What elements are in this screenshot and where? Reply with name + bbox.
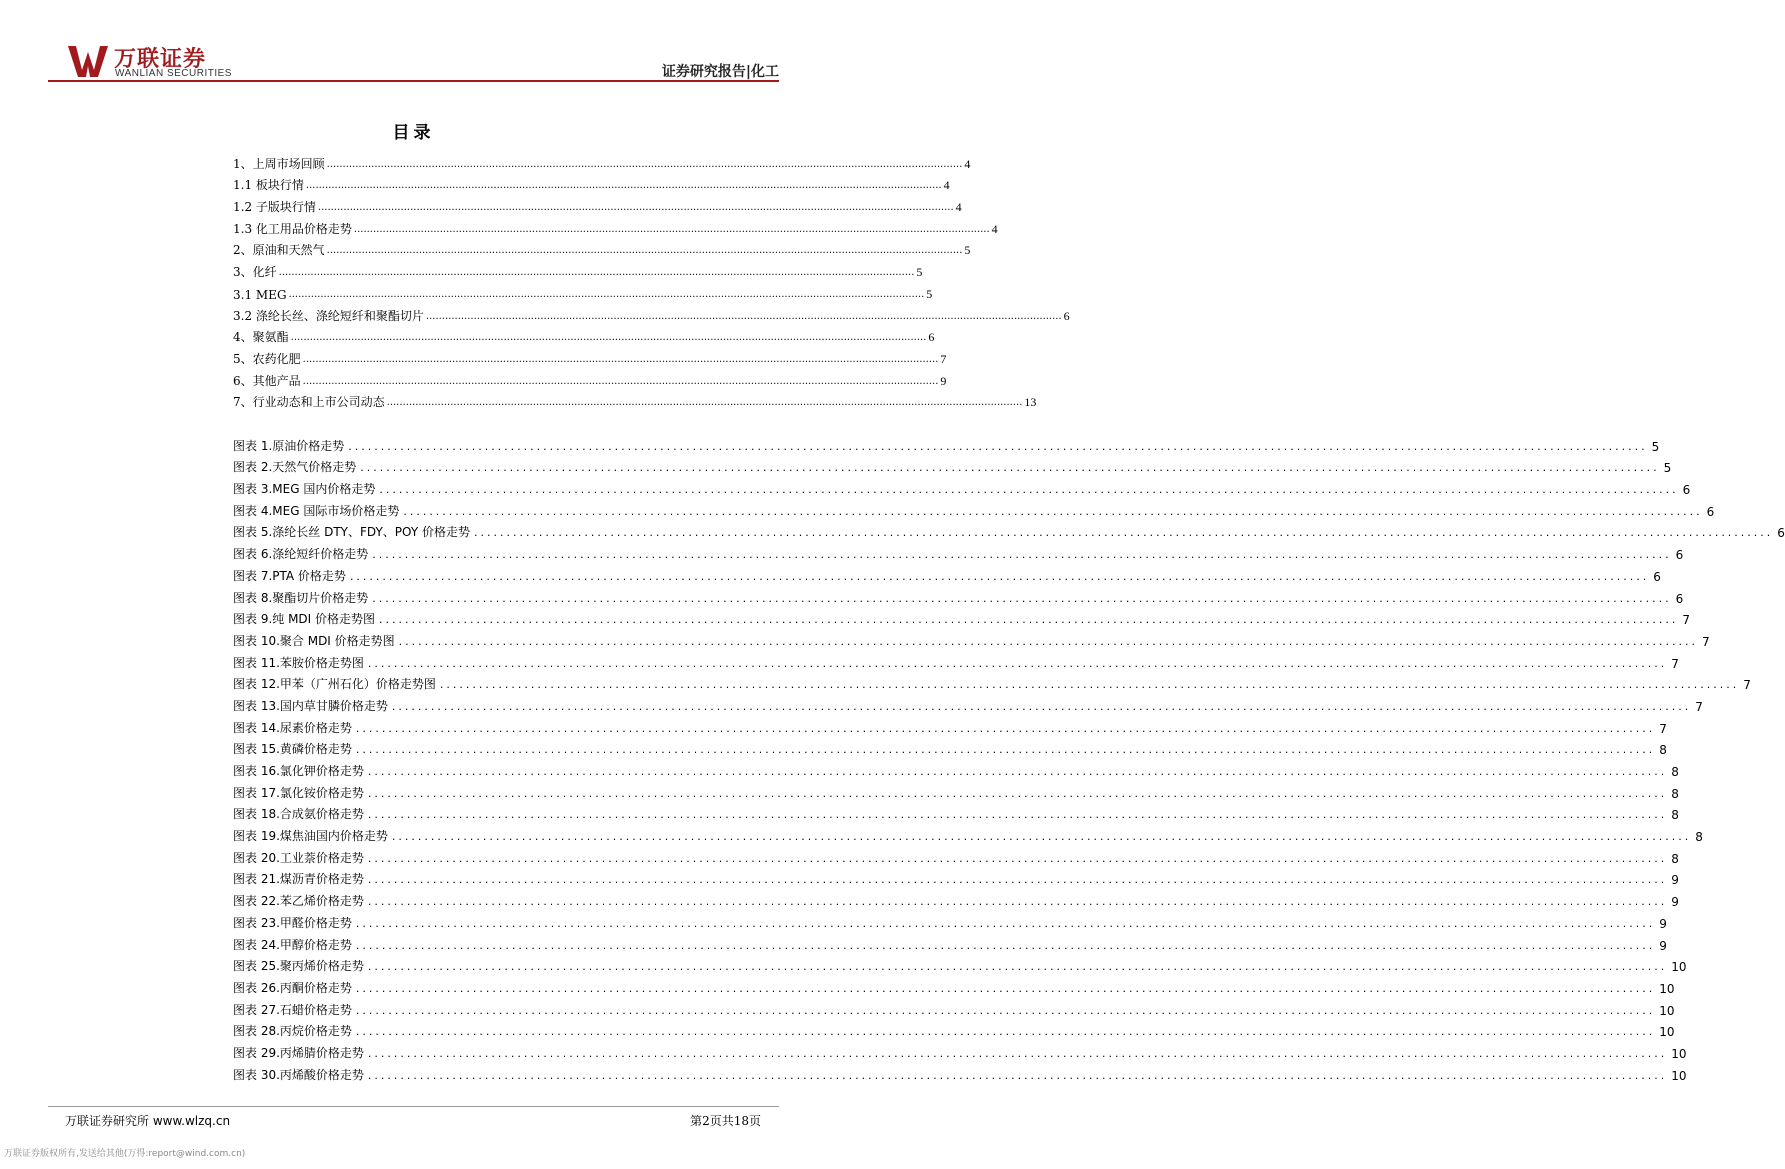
figure-entry-label: 图表 6.涤纶短纤价格走势 <box>233 547 369 562</box>
figure-entry[interactable] <box>233 519 1785 541</box>
toc-entry-label: 1.1 板块行情 <box>233 178 304 193</box>
figure-entry[interactable] <box>233 931 1667 953</box>
figure-entry-label: 图表 27.石蜡价格走势 <box>233 1002 352 1017</box>
toc-entry-label: 3.2 涤纶长丝、涤纶短纤和聚酯切片 <box>233 308 424 323</box>
figure-entry-page: 6 <box>1706 504 1715 519</box>
figure-entry-label: 图表 8.聚酯切片价格走势 <box>233 590 369 605</box>
figure-entry[interactable] <box>233 1061 1687 1083</box>
toc-entry-page: 4 <box>943 178 950 193</box>
figure-entry-label: 图表 1.原油价格走势 <box>233 438 345 453</box>
leader-dots: ........................................................................................................................................................................................................ <box>403 504 1703 518</box>
figure-entry-page: 9 <box>1659 916 1667 931</box>
figure-entry-page: 10 <box>1659 981 1675 996</box>
figure-entry[interactable] <box>233 736 1667 758</box>
page-title: 目录 <box>392 123 435 143</box>
figure-entry-label: 图表 21.煤沥青价格走势 <box>233 872 364 887</box>
figure-entry[interactable] <box>233 475 1691 498</box>
leader-dots: ........................................................................................................................................................................................................ <box>367 873 1668 887</box>
page-number: 第2页共18页 <box>690 1114 761 1128</box>
report-type-label: 证券研究报告|化工 <box>661 64 779 80</box>
leader-dots: ........................................................................................................................................................................................................ <box>326 245 963 257</box>
table-of-contents <box>233 150 1070 410</box>
leader-dots: ........................................................................................................................................................................................................ <box>355 981 1656 995</box>
figure-entry-label: 图表 9.纯 MDI 价格走势图 <box>233 612 376 627</box>
figure-entry[interactable] <box>233 454 1672 476</box>
leader-dots: ........................................................................................................................................................................................................ <box>367 1068 1668 1082</box>
toc-entry[interactable] <box>233 193 962 215</box>
toc-entry[interactable] <box>233 302 1070 324</box>
header-divider <box>48 80 779 82</box>
figure-entry-label: 图表 22.苯乙烯价格走势 <box>233 894 364 909</box>
toc-entry-page: 4 <box>964 156 971 171</box>
toc-entry-label: 4、聚氨酯 <box>233 330 289 345</box>
figure-entry[interactable] <box>233 757 1679 779</box>
footer-institution: 万联证券研究所 www.wlzq.cn <box>65 1114 231 1128</box>
toc-entry[interactable] <box>233 345 947 367</box>
leader-dots: ........................................................................................................................................................................................................ <box>355 1025 1656 1039</box>
figure-entry-label: 图表 25.聚丙烯价格走势 <box>233 959 364 974</box>
figure-entry-page: 8 <box>1671 808 1679 823</box>
figure-entry[interactable] <box>233 649 1679 671</box>
leader-dots: ........................................................................................................................................................................................................ <box>278 267 915 279</box>
figure-entry-page: 6 <box>1675 591 1684 606</box>
figure-entry-label: 图表 14.尿素价格走势 <box>233 720 352 735</box>
figure-entry-page: 7 <box>1743 678 1751 693</box>
figure-entry-page: 8 <box>1659 743 1667 758</box>
figure-entry-label: 图表 18.合成氨价格走势 <box>233 807 364 822</box>
leader-dots: ........................................................................................................................................................................................................ <box>326 158 963 170</box>
leader-dots: ........................................................................................................................................................................................................ <box>372 548 1672 562</box>
figure-list <box>233 432 1785 1083</box>
wanlian-logo-icon <box>68 44 108 78</box>
figure-entry[interactable] <box>233 779 1679 801</box>
toc-entry-page: 4 <box>955 200 962 215</box>
leader-dots: ........................................................................................................................................................................................................ <box>386 397 1023 409</box>
logo-chinese-name: 万联证券 <box>114 47 207 72</box>
figure-entry[interactable] <box>233 714 1667 736</box>
figure-entry[interactable] <box>233 996 1675 1018</box>
figure-entry-page: 10 <box>1671 1046 1687 1061</box>
figure-entry-label: 图表 3.MEG 国内价格走势 <box>233 482 376 497</box>
footer-divider <box>48 1106 779 1107</box>
figure-entry-label: 图表 12.甲苯（广州石化）价格走势图 <box>233 677 436 692</box>
leader-dots: ........................................................................................................................................................................................................ <box>355 916 1656 930</box>
figure-entry-label: 图表 24.甲醇价格走势 <box>233 937 352 952</box>
toc-entry[interactable] <box>233 389 1037 411</box>
leader-dots: ........................................................................................................................................................................................................ <box>360 461 1660 475</box>
figure-entry-label: 图表 23.甲醛价格走势 <box>233 915 352 930</box>
figure-entry-page: 5 <box>1663 461 1672 476</box>
toc-entry[interactable] <box>233 150 971 172</box>
figure-entry-label: 图表 28.丙烷价格走势 <box>233 1024 352 1039</box>
toc-entry-page: 5 <box>926 286 933 301</box>
leader-dots: ........................................................................................................................................................................................................ <box>355 743 1656 757</box>
toc-entry-page: 6 <box>1063 308 1070 323</box>
figure-entry-label: 图表 7.PTA 价格走势 <box>233 568 346 583</box>
leader-dots: ........................................................................................................................................................................................................ <box>372 591 1672 605</box>
toc-entry-page: 4 <box>991 221 998 236</box>
figure-entry-label: 图表 19.煤焦油国内价格走势 <box>233 829 388 844</box>
toc-entry-page: 7 <box>940 351 947 366</box>
toc-entry-label: 6、其他产品 <box>233 373 301 388</box>
leader-dots: ........................................................................................................................................................................................................ <box>317 202 954 214</box>
figure-entry-page: 7 <box>1682 613 1690 628</box>
figure-entry[interactable] <box>233 801 1679 823</box>
leader-dots: ........................................................................................................................................................................................................ <box>355 938 1656 952</box>
figure-entry-label: 图表 11.苯胺价格走势图 <box>233 655 364 670</box>
toc-entry-label: 5、农药化肥 <box>233 351 301 366</box>
figure-entry[interactable] <box>233 540 1684 563</box>
figure-entry-page: 9 <box>1659 938 1667 953</box>
leader-dots: ........................................................................................................................................................................................................ <box>288 288 925 300</box>
leader-dots: ........................................................................................................................................................................................................ <box>367 765 1668 778</box>
leader-dots: ........................................................................................................................................................................................................ <box>302 353 939 365</box>
leader-dots: ........................................................................................................................................................................................................ <box>305 180 942 192</box>
figure-entry-page: 6 <box>1777 526 1785 541</box>
figure-entry-page: 8 <box>1671 765 1679 779</box>
toc-entry-page: 9 <box>940 373 947 388</box>
copyright-disclaimer: 万联证券版权所有,发送给其他(万得:report@wind.com.cn) <box>4 1149 246 1159</box>
leader-dots: ........................................................................................................................................................................................................ <box>379 613 1679 627</box>
figure-entry-label: 图表 30.丙烯酸价格走势 <box>233 1067 364 1082</box>
figure-entry-page: 9 <box>1671 895 1679 910</box>
figure-entry-page: 10 <box>1671 960 1687 975</box>
toc-entry-label: 3、化纤 <box>233 265 277 280</box>
toc-entry[interactable] <box>233 280 933 302</box>
leader-dots: ........................................................................................................................................................................................................ <box>353 223 990 235</box>
leader-dots: ........................................................................................................................................................................................................ <box>367 656 1668 670</box>
logo-english-name: WANLIAN SECURITIES <box>115 68 232 79</box>
toc-entry-label: 2、原油和天然气 <box>233 243 325 258</box>
leader-dots: ........................................................................................................................................................................................................ <box>367 895 1668 909</box>
figure-entry[interactable] <box>233 887 1679 910</box>
figure-entry-page: 8 <box>1695 830 1703 845</box>
figure-entry-page: 6 <box>1682 483 1691 498</box>
leader-dots: ........................................................................................................................................................................................................ <box>355 721 1656 735</box>
page-header <box>0 0 827 80</box>
leader-dots: ........................................................................................................................................................................................................ <box>355 1003 1656 1017</box>
leader-dots: ........................................................................................................................................................................................................ <box>367 808 1668 822</box>
figure-entry[interactable] <box>233 497 1715 519</box>
figure-entry-page: 8 <box>1671 851 1679 866</box>
figure-entry-page: 6 <box>1675 548 1684 563</box>
figure-entry[interactable] <box>233 844 1679 866</box>
figure-entry-page: 10 <box>1659 1003 1675 1018</box>
figure-entry-page: 7 <box>1695 699 1703 714</box>
leader-dots: ........................................................................................................................................................................................................ <box>391 699 1692 713</box>
figure-entry[interactable] <box>233 584 1684 606</box>
figure-entry-label: 图表 15.黄磷价格走势 <box>233 742 352 757</box>
leader-dots: ........................................................................................................................................................................................................ <box>473 526 1774 540</box>
figure-entry-label: 图表 4.MEG 国际市场价格走势 <box>233 503 400 518</box>
figure-entry-page: 7 <box>1702 634 1710 649</box>
toc-entry[interactable] <box>233 237 971 259</box>
leader-dots: ........................................................................................................................................................................................................ <box>367 851 1668 865</box>
figure-entry-label: 图表 20.工业萘价格走势 <box>233 850 364 865</box>
figure-entry-page: 7 <box>1659 721 1667 736</box>
figure-entry-page: 5 <box>1651 439 1660 454</box>
toc-entry-label: 1.2 子版块行情 <box>233 200 316 215</box>
figure-entry[interactable] <box>233 606 1690 628</box>
figure-entry[interactable] <box>233 692 1703 714</box>
figure-entry[interactable] <box>233 627 1710 649</box>
leader-dots: ........................................................................................................................................................................................................ <box>302 375 939 387</box>
leader-dots: ........................................................................................................................................................................................................ <box>367 786 1668 800</box>
figure-entry[interactable] <box>233 822 1703 845</box>
figure-entry-page: 10 <box>1671 1068 1687 1083</box>
figure-entry[interactable] <box>233 974 1675 996</box>
toc-entry-label: 7、行业动态和上市公司动态 <box>233 395 385 410</box>
leader-dots: ........................................................................................................................................................................................................ <box>398 634 1698 648</box>
toc-entry-page: 5 <box>916 265 923 280</box>
figure-entry-page: 10 <box>1659 1025 1675 1040</box>
leader-dots: ........................................................................................................................................................................................................ <box>367 1046 1668 1060</box>
toc-entry-label: 3.1 MEG <box>233 287 287 302</box>
figure-entry-label: 图表 26.丙酮价格走势 <box>233 980 352 995</box>
figure-entry[interactable] <box>233 866 1679 888</box>
leader-dots: ........................................................................................................................................................................................................ <box>349 569 1650 583</box>
figure-entry[interactable] <box>233 671 1751 693</box>
figure-entry-page: 8 <box>1671 786 1679 801</box>
toc-entry[interactable] <box>233 367 947 389</box>
toc-entry[interactable] <box>233 324 935 346</box>
figure-entry-label: 图表 17.氯化铵价格走势 <box>233 785 364 800</box>
toc-entry[interactable] <box>233 215 998 237</box>
figure-entry-page: 9 <box>1671 873 1679 888</box>
figure-entry-page: 7 <box>1671 656 1679 671</box>
leader-dots: ........................................................................................................................................................................................................ <box>425 310 1062 322</box>
figure-entry-label: 图表 16.氯化钾价格走势 <box>233 764 364 778</box>
figure-entry-page: 6 <box>1653 569 1661 584</box>
toc-entry[interactable] <box>233 258 923 280</box>
leader-dots: ........................................................................................................................................................................................................ <box>439 678 1740 692</box>
figure-entry[interactable] <box>233 562 1661 584</box>
figure-entry[interactable] <box>233 1018 1675 1040</box>
toc-entry-label: 1、上周市场回顾 <box>233 156 325 171</box>
figure-entry-label: 图表 29.丙烯腈价格走势 <box>233 1045 364 1060</box>
leader-dots: ........................................................................................................................................................................................................ <box>290 332 927 344</box>
figure-entry[interactable] <box>233 432 1660 454</box>
toc-entry-page: 5 <box>964 243 971 258</box>
figure-entry-label: 图表 2.天然气价格走势 <box>233 460 357 475</box>
leader-dots: ........................................................................................................................................................................................................ <box>367 960 1668 974</box>
leader-dots: ........................................................................................................................................................................................................ <box>348 439 1648 453</box>
leader-dots: ........................................................................................................................................................................................................ <box>379 483 1679 497</box>
figure-entry[interactable] <box>233 909 1667 931</box>
figure-entry[interactable] <box>233 953 1687 975</box>
toc-entry-label: 1.3 化工用品价格走势 <box>233 221 352 236</box>
toc-entry-page: 13 <box>1024 395 1037 410</box>
figure-entry-label: 图表 10.聚合 MDI 价格走势图 <box>233 633 395 648</box>
figure-entry-label: 图表 5.涤纶长丝 DTY、FDY、POY 价格走势 <box>233 525 470 540</box>
toc-entry[interactable] <box>233 172 950 194</box>
figure-entry[interactable] <box>233 1039 1687 1061</box>
leader-dots: ........................................................................................................................................................................................................ <box>391 830 1692 844</box>
toc-entry-page: 6 <box>928 330 935 345</box>
figure-entry-label: 图表 13.国内草甘膦价格走势 <box>233 698 388 713</box>
